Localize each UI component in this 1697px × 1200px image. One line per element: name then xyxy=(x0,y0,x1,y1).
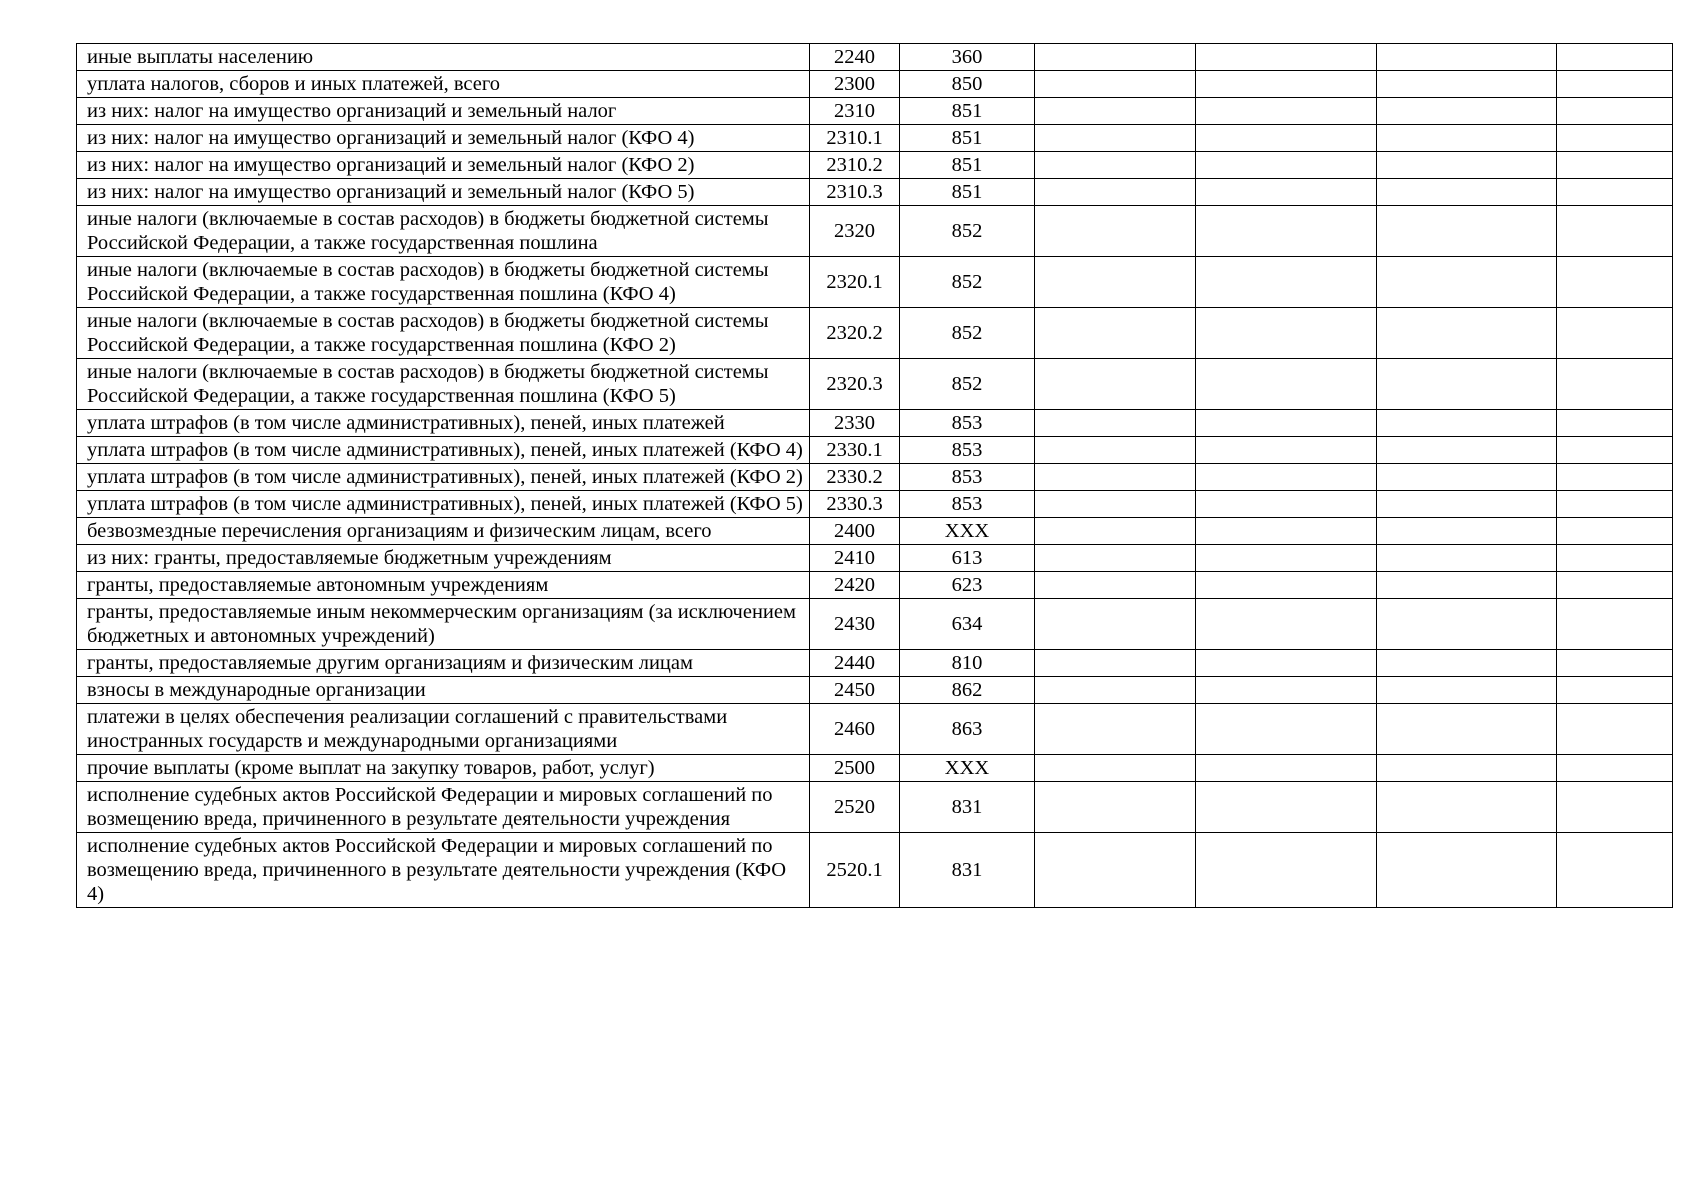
row-kbk-cell: 852 xyxy=(900,257,1035,308)
row-code-cell: 2440 xyxy=(810,650,900,677)
row-amount-cell xyxy=(1557,464,1673,491)
row-name-cell: уплата штрафов (в том числе административных), пеней, иных платежей (КФО 4) xyxy=(77,437,810,464)
row-name-cell: из них: гранты, предоставляемые бюджетным учреждениям xyxy=(77,545,810,572)
row-amount-cell xyxy=(1196,125,1377,152)
table-row xyxy=(77,782,1673,833)
row-kbk-cell: ХХХ xyxy=(900,518,1035,545)
row-amount-cell xyxy=(1196,572,1377,599)
row-amount-cell xyxy=(1196,704,1377,755)
table-row xyxy=(77,833,1673,908)
row-code-cell: 2300 xyxy=(810,71,900,98)
row-kbk-cell: 862 xyxy=(900,677,1035,704)
row-name-cell: иные налоги (включаемые в состав расходов) в бюджеты бюджетной системы Российской Федерации, а также государственная пошлина (КФО 4) xyxy=(77,257,810,308)
row-amount-cell xyxy=(1377,545,1557,572)
row-amount-cell xyxy=(1377,359,1557,410)
row-code-cell: 2320.1 xyxy=(810,257,900,308)
row-amount-cell xyxy=(1035,44,1196,71)
row-name-cell: из них: налог на имущество организаций и земельный налог (КФО 4) xyxy=(77,125,810,152)
table-row xyxy=(77,572,1673,599)
row-amount-cell xyxy=(1377,599,1557,650)
row-kbk-cell: 831 xyxy=(900,833,1035,908)
row-kbk-cell: 360 xyxy=(900,44,1035,71)
row-amount-cell xyxy=(1557,125,1673,152)
row-amount-cell xyxy=(1196,98,1377,125)
row-code-cell: 2500 xyxy=(810,755,900,782)
row-amount-cell xyxy=(1377,782,1557,833)
table-row xyxy=(77,152,1673,179)
row-kbk-cell: 852 xyxy=(900,206,1035,257)
row-code-cell: 2430 xyxy=(810,599,900,650)
row-amount-cell xyxy=(1035,71,1196,98)
row-kbk-cell: 613 xyxy=(900,545,1035,572)
row-amount-cell xyxy=(1035,650,1196,677)
row-name-cell: безвозмездные перечисления организациям и физическим лицам, всего xyxy=(77,518,810,545)
row-amount-cell xyxy=(1377,833,1557,908)
row-amount-cell xyxy=(1035,599,1196,650)
row-amount-cell xyxy=(1196,206,1377,257)
row-amount-cell xyxy=(1557,755,1673,782)
row-amount-cell xyxy=(1035,206,1196,257)
row-amount-cell xyxy=(1196,179,1377,206)
table-row xyxy=(77,650,1673,677)
row-amount-cell xyxy=(1196,599,1377,650)
row-amount-cell xyxy=(1035,125,1196,152)
row-amount-cell xyxy=(1377,518,1557,545)
row-code-cell: 2450 xyxy=(810,677,900,704)
row-amount-cell xyxy=(1035,491,1196,518)
row-name-cell: иные налоги (включаемые в состав расходов) в бюджеты бюджетной системы Российской Федерации, а также государственная пошлина (КФО 2) xyxy=(77,308,810,359)
row-kbk-cell: 853 xyxy=(900,437,1035,464)
row-amount-cell xyxy=(1557,677,1673,704)
row-amount-cell xyxy=(1557,437,1673,464)
row-amount-cell xyxy=(1196,410,1377,437)
row-amount-cell xyxy=(1557,179,1673,206)
row-code-cell: 2320.2 xyxy=(810,308,900,359)
row-code-cell: 2320.3 xyxy=(810,359,900,410)
row-amount-cell xyxy=(1557,98,1673,125)
row-name-cell: гранты, предоставляемые другим организациям и физическим лицам xyxy=(77,650,810,677)
row-name-cell: прочие выплаты (кроме выплат на закупку товаров, работ, услуг) xyxy=(77,755,810,782)
row-amount-cell xyxy=(1196,755,1377,782)
row-amount-cell xyxy=(1035,833,1196,908)
row-amount-cell xyxy=(1557,257,1673,308)
row-amount-cell xyxy=(1377,650,1557,677)
row-amount-cell xyxy=(1196,782,1377,833)
row-amount-cell xyxy=(1035,755,1196,782)
row-amount-cell xyxy=(1557,491,1673,518)
row-amount-cell xyxy=(1035,179,1196,206)
table-row xyxy=(77,71,1673,98)
row-code-cell: 2310.1 xyxy=(810,125,900,152)
row-code-cell: 2520 xyxy=(810,782,900,833)
row-amount-cell xyxy=(1035,437,1196,464)
row-kbk-cell: 852 xyxy=(900,359,1035,410)
row-amount-cell xyxy=(1557,71,1673,98)
row-amount-cell xyxy=(1035,464,1196,491)
row-code-cell: 2330.3 xyxy=(810,491,900,518)
row-amount-cell xyxy=(1557,572,1673,599)
table-row xyxy=(77,704,1673,755)
table-row xyxy=(77,308,1673,359)
row-amount-cell xyxy=(1196,491,1377,518)
row-name-cell: гранты, предоставляемые автономным учреждениям xyxy=(77,572,810,599)
row-amount-cell xyxy=(1196,359,1377,410)
table-row xyxy=(77,437,1673,464)
table-row xyxy=(77,545,1673,572)
row-name-cell: уплата штрафов (в том числе административных), пеней, иных платежей (КФО 2) xyxy=(77,464,810,491)
row-name-cell: иные налоги (включаемые в состав расходов) в бюджеты бюджетной системы Российской Федерации, а также государственная пошлина (КФО 5) xyxy=(77,359,810,410)
row-kbk-cell: 853 xyxy=(900,491,1035,518)
row-amount-cell xyxy=(1035,545,1196,572)
row-kbk-cell: 853 xyxy=(900,410,1035,437)
row-amount-cell xyxy=(1196,71,1377,98)
table-row xyxy=(77,98,1673,125)
row-amount-cell xyxy=(1377,755,1557,782)
document-page xyxy=(76,43,1673,908)
row-kbk-cell: 853 xyxy=(900,464,1035,491)
row-amount-cell xyxy=(1196,464,1377,491)
table-row xyxy=(77,599,1673,650)
row-amount-cell xyxy=(1377,257,1557,308)
row-amount-cell xyxy=(1557,44,1673,71)
row-amount-cell xyxy=(1196,437,1377,464)
row-amount-cell xyxy=(1377,98,1557,125)
row-code-cell: 2330.1 xyxy=(810,437,900,464)
row-amount-cell xyxy=(1557,545,1673,572)
row-kbk-cell: 863 xyxy=(900,704,1035,755)
row-amount-cell xyxy=(1196,545,1377,572)
row-amount-cell xyxy=(1196,44,1377,71)
row-code-cell: 2320 xyxy=(810,206,900,257)
row-amount-cell xyxy=(1557,704,1673,755)
row-amount-cell xyxy=(1035,359,1196,410)
row-kbk-cell: 851 xyxy=(900,152,1035,179)
row-name-cell: уплата налогов, сборов и иных платежей, всего xyxy=(77,71,810,98)
row-amount-cell xyxy=(1035,98,1196,125)
row-name-cell: платежи в целях обеспечения реализации соглашений с правительствами иностранных государств и международными организациями xyxy=(77,704,810,755)
row-amount-cell xyxy=(1035,782,1196,833)
row-kbk-cell: 810 xyxy=(900,650,1035,677)
row-name-cell: из них: налог на имущество организаций и земельный налог (КФО 5) xyxy=(77,179,810,206)
row-amount-cell xyxy=(1377,410,1557,437)
row-code-cell: 2410 xyxy=(810,545,900,572)
financial-plan-table xyxy=(76,43,1673,908)
row-kbk-cell: 850 xyxy=(900,71,1035,98)
row-amount-cell xyxy=(1557,599,1673,650)
row-code-cell: 2420 xyxy=(810,572,900,599)
row-amount-cell xyxy=(1557,650,1673,677)
table-row xyxy=(77,491,1673,518)
row-code-cell: 2240 xyxy=(810,44,900,71)
row-amount-cell xyxy=(1377,677,1557,704)
row-code-cell: 2520.1 xyxy=(810,833,900,908)
row-code-cell: 2310.3 xyxy=(810,179,900,206)
table-row xyxy=(77,464,1673,491)
row-amount-cell xyxy=(1377,491,1557,518)
row-amount-cell xyxy=(1035,677,1196,704)
row-amount-cell xyxy=(1377,206,1557,257)
row-amount-cell xyxy=(1035,572,1196,599)
table-row xyxy=(77,44,1673,71)
row-code-cell: 2330.2 xyxy=(810,464,900,491)
row-amount-cell xyxy=(1196,308,1377,359)
row-amount-cell xyxy=(1557,206,1673,257)
row-name-cell: иные выплаты населению xyxy=(77,44,810,71)
table-row xyxy=(77,257,1673,308)
table-row xyxy=(77,755,1673,782)
row-amount-cell xyxy=(1035,308,1196,359)
row-kbk-cell: ХХХ xyxy=(900,755,1035,782)
table-row xyxy=(77,206,1673,257)
row-amount-cell xyxy=(1557,359,1673,410)
table-row xyxy=(77,179,1673,206)
row-amount-cell xyxy=(1377,572,1557,599)
row-amount-cell xyxy=(1557,782,1673,833)
row-code-cell: 2310 xyxy=(810,98,900,125)
row-amount-cell xyxy=(1035,704,1196,755)
row-name-cell: гранты, предоставляемые иным некоммерческим организациям (за исключением бюджетных и автономных учреждений) xyxy=(77,599,810,650)
row-kbk-cell: 851 xyxy=(900,179,1035,206)
row-kbk-cell: 851 xyxy=(900,98,1035,125)
row-amount-cell xyxy=(1377,44,1557,71)
table-row xyxy=(77,125,1673,152)
row-kbk-cell: 634 xyxy=(900,599,1035,650)
row-amount-cell xyxy=(1035,257,1196,308)
row-kbk-cell: 623 xyxy=(900,572,1035,599)
row-amount-cell xyxy=(1557,410,1673,437)
table-row xyxy=(77,410,1673,437)
row-code-cell: 2460 xyxy=(810,704,900,755)
table-body xyxy=(77,44,1673,908)
table-row xyxy=(77,677,1673,704)
row-amount-cell xyxy=(1196,257,1377,308)
row-code-cell: 2310.2 xyxy=(810,152,900,179)
row-amount-cell xyxy=(1377,152,1557,179)
row-amount-cell xyxy=(1557,518,1673,545)
row-amount-cell xyxy=(1377,179,1557,206)
row-amount-cell xyxy=(1196,518,1377,545)
row-amount-cell xyxy=(1557,308,1673,359)
row-kbk-cell: 831 xyxy=(900,782,1035,833)
row-amount-cell xyxy=(1196,152,1377,179)
table-row xyxy=(77,359,1673,410)
row-amount-cell xyxy=(1196,677,1377,704)
row-name-cell: из них: налог на имущество организаций и земельный налог xyxy=(77,98,810,125)
row-amount-cell xyxy=(1377,71,1557,98)
row-name-cell: из них: налог на имущество организаций и земельный налог (КФО 2) xyxy=(77,152,810,179)
row-amount-cell xyxy=(1035,152,1196,179)
row-name-cell: взносы в международные организации xyxy=(77,677,810,704)
row-amount-cell xyxy=(1377,464,1557,491)
row-code-cell: 2400 xyxy=(810,518,900,545)
row-amount-cell xyxy=(1377,437,1557,464)
row-amount-cell xyxy=(1035,410,1196,437)
row-amount-cell xyxy=(1557,152,1673,179)
row-name-cell: уплата штрафов (в том числе административных), пеней, иных платежей (КФО 5) xyxy=(77,491,810,518)
row-code-cell: 2330 xyxy=(810,410,900,437)
row-name-cell: исполнение судебных актов Российской Федерации и мировых соглашений по возмещению вреда, причиненного в результате деятельности учреждения xyxy=(77,782,810,833)
row-name-cell: уплата штрафов (в том числе административных), пеней, иных платежей xyxy=(77,410,810,437)
row-amount-cell xyxy=(1196,650,1377,677)
row-amount-cell xyxy=(1377,308,1557,359)
row-kbk-cell: 851 xyxy=(900,125,1035,152)
table-row xyxy=(77,518,1673,545)
row-kbk-cell: 852 xyxy=(900,308,1035,359)
row-name-cell: исполнение судебных актов Российской Федерации и мировых соглашений по возмещению вреда, причиненного в результате деятельности учреждения (КФО 4) xyxy=(77,833,810,908)
row-amount-cell xyxy=(1196,833,1377,908)
row-amount-cell xyxy=(1377,704,1557,755)
row-amount-cell xyxy=(1035,518,1196,545)
row-amount-cell xyxy=(1557,833,1673,908)
row-name-cell: иные налоги (включаемые в состав расходов) в бюджеты бюджетной системы Российской Федерации, а также государственная пошлина xyxy=(77,206,810,257)
row-amount-cell xyxy=(1377,125,1557,152)
